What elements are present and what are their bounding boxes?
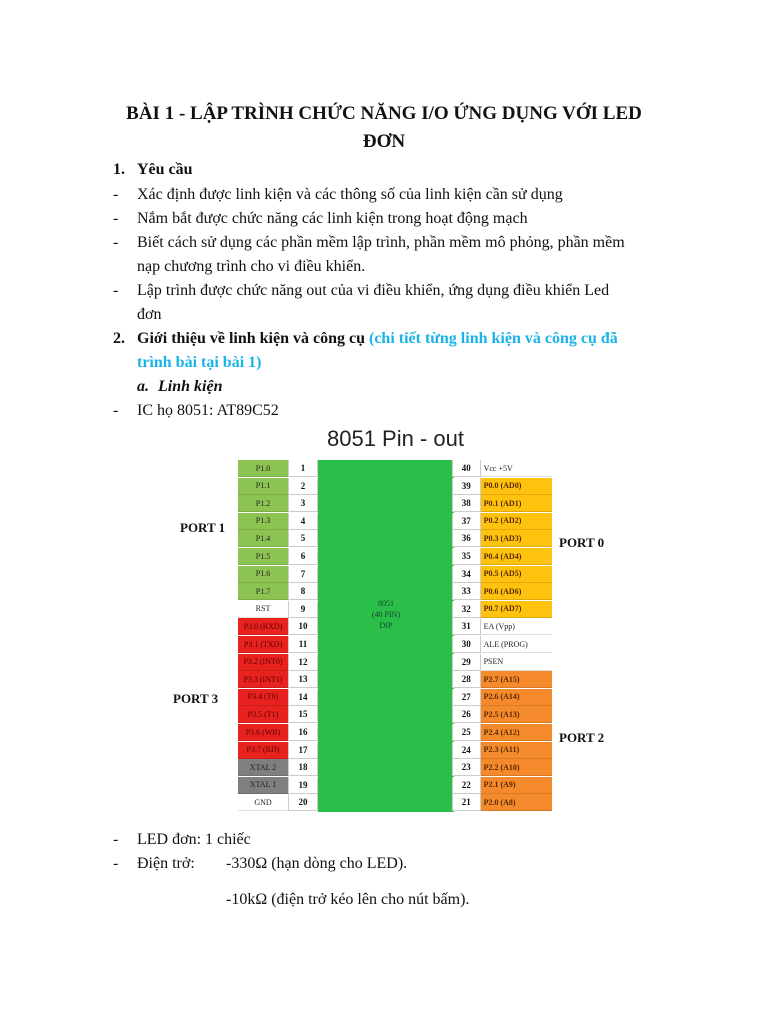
- pin-number: 27: [452, 689, 481, 706]
- pin-row-right: [452, 530, 552, 547]
- section1-number: 1.: [113, 161, 125, 178]
- ic-item: IC họ 8051: AT89C52: [137, 402, 279, 419]
- pin-name: ALE (PROG): [481, 636, 552, 653]
- pin-row-left: [238, 583, 320, 600]
- pin-name: P1.6: [238, 566, 288, 583]
- pin-name: P2.2 (A10): [481, 759, 552, 776]
- list-item-continuation: nạp chương trình cho vi điều khiển.: [137, 258, 366, 275]
- pin-name: P2.4 (A12): [481, 724, 552, 741]
- pin-number: 35: [452, 548, 481, 565]
- pin-row-right: [452, 742, 552, 759]
- pin-number: 32: [452, 601, 481, 618]
- pin-number: 14: [288, 689, 318, 706]
- pin-name: P3.7 (RD): [238, 742, 288, 759]
- pin-row-left: [238, 742, 320, 759]
- pin-name: P2.6 (A14): [481, 689, 552, 706]
- title-line-1: BÀI 1 - LẬP TRÌNH CHỨC NĂNG I/O ỨNG DỤNG VỚI LED: [126, 103, 642, 124]
- pin-row-left: [238, 618, 320, 635]
- pin-name: P1.5: [238, 548, 288, 565]
- list-dash: -: [113, 186, 119, 203]
- pin-row-left: [238, 724, 320, 741]
- pin-row-left: [238, 460, 320, 477]
- pin-row-right: [452, 759, 552, 776]
- pin-name: P0.4 (AD4): [481, 548, 552, 565]
- pin-row-left: [238, 548, 320, 565]
- pin-number: 1: [288, 460, 318, 477]
- port0-label: PORT 0: [559, 535, 605, 550]
- pin-name: RST: [238, 601, 288, 618]
- pin-row-left: [238, 478, 320, 495]
- list-dash: -: [113, 402, 119, 419]
- port1-label: PORT 1: [180, 520, 226, 535]
- resistor-10k: -10kΩ (điện trở kéo lên cho nút bấm).: [226, 891, 470, 908]
- pin-row-left: [238, 530, 320, 547]
- pin-number: 36: [452, 530, 481, 547]
- pin-row-left: [238, 495, 320, 512]
- port3-label: PORT 3: [173, 691, 219, 706]
- pin-row-right: [452, 654, 552, 671]
- pin-number: 12: [288, 654, 318, 671]
- pin-name: P2.3 (A11): [481, 742, 552, 759]
- pin-row-right: [452, 566, 552, 583]
- resistor-330: -330Ω (hạn dòng cho LED).: [226, 855, 408, 872]
- pin-number: 34: [452, 566, 481, 583]
- pin-row-right: [452, 460, 552, 477]
- pin-name: P3.2 (INT0): [238, 654, 288, 671]
- led-item: LED đơn: 1 chiếc: [137, 831, 251, 848]
- pinout-diagram: [170, 424, 630, 820]
- pin-row-right: [452, 513, 552, 530]
- chip-label: [318, 598, 454, 631]
- pin-row-left: [238, 794, 320, 811]
- pin-row-right: [452, 548, 552, 565]
- document-title: [60, 100, 708, 156]
- pin-name: P1.1: [238, 478, 288, 495]
- pin-row-left: [238, 706, 320, 723]
- pin-name: EA (Vpp): [481, 618, 552, 635]
- pin-number: 28: [452, 671, 481, 688]
- title-line-2: ĐƠN: [362, 131, 406, 152]
- pin-name: P0.7 (AD7): [481, 601, 552, 618]
- pin-row-right: [452, 601, 552, 618]
- pin-name: P1.2: [238, 495, 288, 512]
- pin-row-right: [452, 618, 552, 635]
- subsection-a-letter: a.: [137, 378, 149, 395]
- pin-number: 23: [452, 759, 481, 776]
- pin-row-right: [452, 794, 552, 811]
- diagram-title: 8051 Pin - out: [327, 426, 464, 451]
- pin-name: P3.4 (T0): [238, 689, 288, 706]
- pin-name: P2.5 (A13): [481, 706, 552, 723]
- pin-name: P1.3: [238, 513, 288, 530]
- pin-name: P0.1 (AD1): [481, 495, 552, 512]
- pin-number: 33: [452, 583, 481, 600]
- list-item: Lập trình được chức năng out của vi điều khiển, ứng dụng điều khiển Led: [137, 282, 610, 299]
- pin-name: P3.3 (INT1): [238, 671, 288, 688]
- pin-row-left: [238, 566, 320, 583]
- pin-name: XTAL 1: [238, 777, 288, 794]
- list-item-continuation: đơn: [137, 306, 162, 323]
- pin-name: P1.7: [238, 583, 288, 600]
- pin-row-left: [238, 513, 320, 530]
- pin-number: 10: [288, 618, 318, 635]
- list-item: Biết cách sử dụng các phần mềm lập trình, phần mềm mô phỏng, phần mềm: [137, 234, 625, 251]
- pin-row-left: [238, 759, 320, 776]
- pin-number: 9: [288, 601, 318, 618]
- pin-number: 39: [452, 478, 481, 495]
- resistor-label: Điện trở:: [137, 855, 195, 872]
- pin-name: P2.1 (A9): [481, 777, 552, 794]
- port2-label: PORT 2: [559, 730, 605, 745]
- pin-name: Vcc +5V: [481, 460, 552, 477]
- pin-row-left: [238, 636, 320, 653]
- pin-row-right: [452, 689, 552, 706]
- pin-number: 31: [452, 618, 481, 635]
- pin-number: 30: [452, 636, 481, 653]
- pin-number: 38: [452, 495, 481, 512]
- pin-number: 16: [288, 724, 318, 741]
- pin-name: P3.0 (RXD): [238, 618, 288, 635]
- pin-number: 25: [452, 724, 481, 741]
- pin-number: 4: [288, 513, 318, 530]
- pin-name: GND: [238, 794, 288, 811]
- pin-number: 17: [288, 742, 318, 759]
- pin-name: XTAL 2: [238, 759, 288, 776]
- pin-number: 11: [288, 636, 318, 653]
- section2-note: (chi tiết từng linh kiện và công cụ đã: [369, 330, 618, 347]
- pin-name: P2.0 (A8): [481, 794, 552, 811]
- pin-name: P0.2 (AD2): [481, 513, 552, 530]
- list-item: Nắm bắt được chức năng các linh kiện trong hoạt động mạch: [137, 210, 528, 227]
- pin-name: P1.4: [238, 530, 288, 547]
- pin-name: P3.5 (T1): [238, 706, 288, 723]
- pin-name: PSEN: [481, 654, 552, 671]
- list-dash: -: [113, 855, 119, 872]
- pin-name: P2.7 (A15): [481, 671, 552, 688]
- chip-label-line: (40 PIN): [371, 610, 401, 619]
- pin-name: P1.0: [238, 460, 288, 477]
- pin-row-right: [452, 636, 552, 653]
- pin-number: 8: [288, 583, 318, 600]
- pin-row-right: [452, 671, 552, 688]
- list-dash: -: [113, 831, 119, 848]
- chip-label-line: 8051: [378, 599, 394, 608]
- list-dash: -: [113, 210, 119, 227]
- section2-heading: Giới thiệu về linh kiện và công cụ: [137, 330, 365, 347]
- pin-row-right: [452, 706, 552, 723]
- section2-note-continuation: trình bài tại bài 1): [137, 354, 262, 371]
- pin-number: 21: [452, 794, 481, 811]
- pin-number: 15: [288, 706, 318, 723]
- pin-row-right: [452, 495, 552, 512]
- pin-row-right: [452, 478, 552, 495]
- pin-row-left: [238, 654, 320, 671]
- pin-name: P0.0 (AD0): [481, 478, 552, 495]
- section1-heading: Yêu cầu: [137, 161, 193, 178]
- pin-row-right: [452, 724, 552, 741]
- pin-number: 5: [288, 530, 318, 547]
- pin-row-left: [238, 671, 320, 688]
- subsection-a-label: Linh kiện: [158, 378, 223, 395]
- pin-row-right: [452, 777, 552, 794]
- pin-row-left: [238, 601, 320, 618]
- pin-number: 22: [452, 777, 481, 794]
- list-item: Xác định được linh kiện và các thông số của linh kiện cần sử dụng: [137, 186, 563, 203]
- pin-row-left: [238, 777, 320, 794]
- chip-label-line: DIP: [379, 621, 393, 630]
- pin-name: P3.6 (WR): [238, 724, 288, 741]
- pin-number: 29: [452, 654, 481, 671]
- section2-heading-line: [137, 328, 618, 350]
- pin-number: 20: [288, 794, 318, 811]
- pin-number: 7: [288, 566, 318, 583]
- pin-number: 40: [452, 460, 481, 477]
- list-dash: -: [113, 234, 119, 251]
- pin-name: P0.5 (AD5): [481, 566, 552, 583]
- pin-number: 18: [288, 759, 318, 776]
- pin-number: 37: [452, 513, 481, 530]
- pin-row-right: [452, 583, 552, 600]
- list-dash: -: [113, 282, 119, 299]
- pin-name: P3.1 (TXD): [238, 636, 288, 653]
- pin-number: 6: [288, 548, 318, 565]
- pin-number: 3: [288, 495, 318, 512]
- pin-row-left: [238, 689, 320, 706]
- pin-number: 26: [452, 706, 481, 723]
- section2-number: 2.: [113, 330, 125, 347]
- chip-body: [318, 460, 454, 812]
- pin-number: 2: [288, 478, 318, 495]
- pin-number: 13: [288, 671, 318, 688]
- pin-name: P0.6 (AD6): [481, 583, 552, 600]
- pin-number: 24: [452, 742, 481, 759]
- pin-name: P0.3 (AD3): [481, 530, 552, 547]
- pin-number: 19: [288, 777, 318, 794]
